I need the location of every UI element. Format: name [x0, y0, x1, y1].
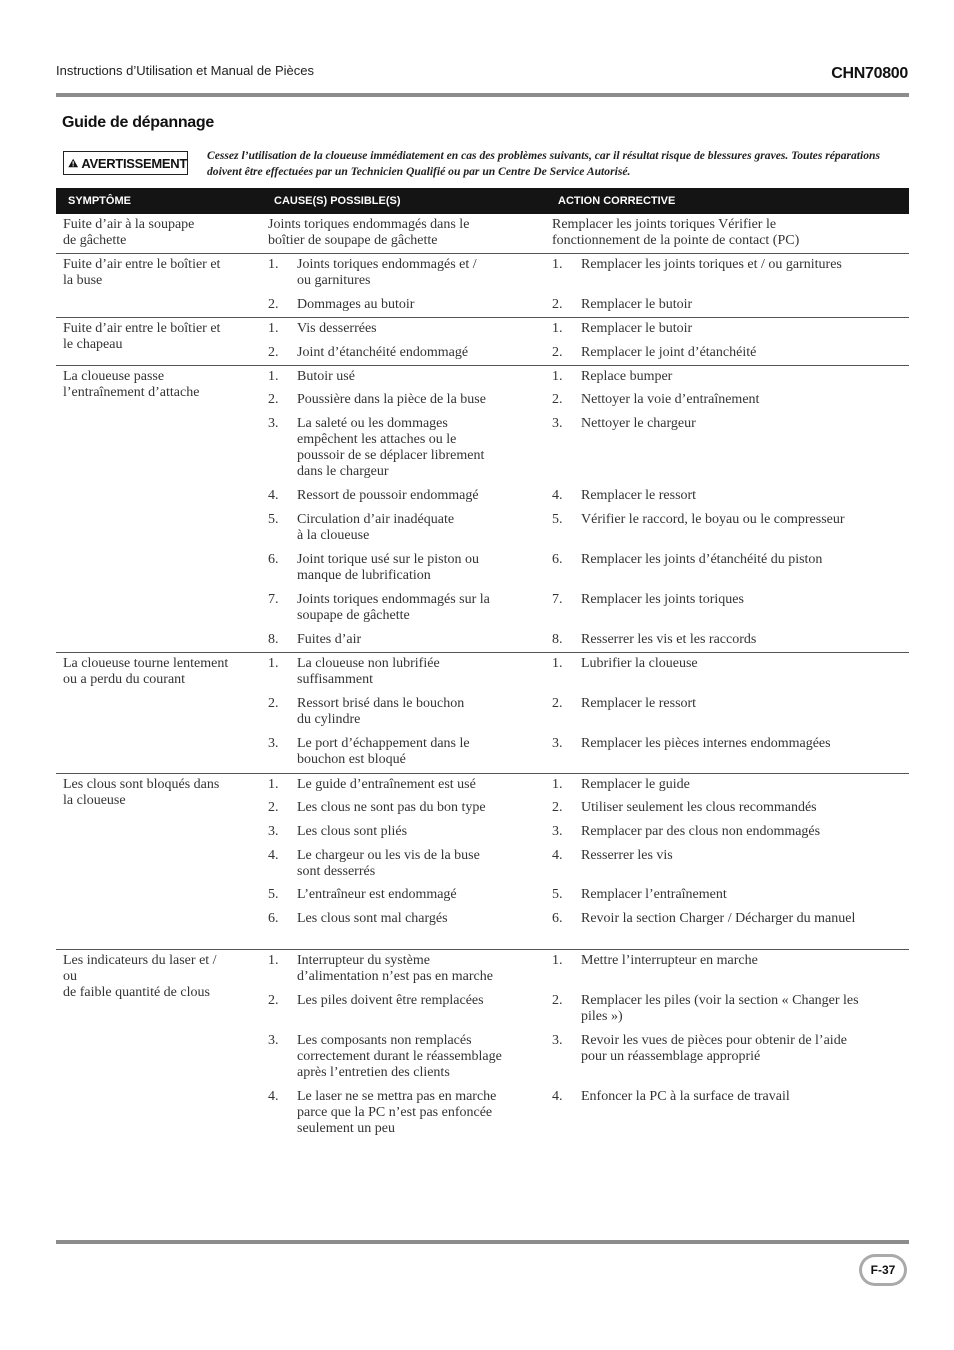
cause-item-number: 3. — [268, 824, 279, 839]
action-item-text: Remplacer les joints d’étanchéité du piston — [581, 552, 823, 567]
symptom-cell: Fuite d’air à la soupape de gâchette — [63, 217, 195, 248]
cause-item-number: 1. — [268, 321, 279, 336]
action-item-text: Remplacer les piles (voir la section « Changer les piles ») — [581, 993, 859, 1024]
cause-item-text: Les clous ne sont pas du bon type — [297, 800, 486, 815]
footer-rule — [56, 1240, 909, 1244]
action-item-text: Remplacer le butoir — [581, 297, 693, 312]
action-item-text: Replace bumper — [581, 369, 673, 384]
cause-item-number: 3. — [268, 736, 279, 751]
action-item-text: Remplacer le butoir — [581, 321, 693, 336]
action-item-number: 2. — [552, 696, 563, 711]
action-item-text: Remplacer le guide — [581, 777, 690, 792]
troubleshooting-table-body — [56, 214, 909, 1146]
cause-item-text: Vis desserrées — [297, 321, 377, 336]
table-row — [56, 774, 909, 950]
cause-item-number: 1. — [268, 953, 279, 968]
cause-item-number: 1. — [268, 777, 279, 792]
document-title: Instructions d’Utilisation et Manual de Pièces — [56, 63, 314, 78]
cause-item-number: 2. — [268, 297, 279, 312]
cause-item-number: 2. — [268, 696, 279, 711]
action-item-text: Remplacer le joint d’étanchéité — [581, 345, 757, 360]
cause-item-text: Dommages au butoir — [297, 297, 415, 312]
cause-item-number: 6. — [268, 911, 279, 926]
cause-item-text: Joints toriques endommagés et / ou garnitures — [297, 257, 477, 288]
cause-item-number: 3. — [268, 416, 279, 431]
warning-triangle-icon — [68, 156, 78, 170]
action-item-text: Resserrer les vis et les raccords — [581, 632, 757, 647]
action-item-text: Remplacer par des clous non endommagés — [581, 824, 821, 839]
cause-item-number: 5. — [268, 512, 279, 527]
action-item-text: Remplacer les pièces internes endommagées — [581, 736, 831, 751]
cause-item-number: 4. — [268, 1089, 279, 1104]
cause-item-text: Fuites d’air — [297, 632, 362, 647]
cause-item-text: Le port d’échappement dans le bouchon est bloqué — [297, 736, 470, 767]
action-item-text: Remplacer les joints toriques — [581, 592, 744, 607]
cause-item-text: Circulation d’air inadéquate à la cloueuse — [297, 512, 455, 543]
action-item-number: 6. — [552, 552, 563, 567]
model-number: CHN70800 — [831, 65, 908, 82]
column-header-cause: CAUSE(S) POSSIBLE(S) — [274, 195, 401, 207]
cause-item-text: Joint d’étanchéité endommagé — [297, 345, 469, 360]
action-item-number: 2. — [552, 800, 563, 815]
cause-item-text: Ressort brisé dans le bouchon du cylindre — [297, 696, 465, 727]
cause-item-text: Joint torique usé sur le piston ou manque de lubrification — [297, 552, 479, 583]
header-rule — [56, 93, 909, 97]
table-row — [56, 254, 909, 318]
cause-item-number: 2. — [268, 345, 279, 360]
action-item-text: Remplacer le ressort — [581, 488, 697, 503]
cause-item-number: 5. — [268, 887, 279, 902]
cause-item-text: Le laser ne se mettra pas en marche parce que la PC n’est pas enfoncée seulement un peu — [297, 1089, 497, 1136]
cause-item-text: Butoir usé — [297, 369, 355, 384]
cause-item-text: Les clous sont mal chargés — [297, 911, 448, 926]
symptom-cell: La cloueuse tourne lentement ou a perdu du courant — [63, 656, 229, 687]
action-item-number: 4. — [552, 1089, 563, 1104]
action-item-text: Resserrer les vis — [581, 848, 673, 863]
cause-item-number: 1. — [268, 369, 279, 384]
action-item-text: Vérifier le raccord, le boyau ou le compresseur — [581, 512, 845, 527]
cause-item-text: Joints toriques endommagés sur la soupape de gâchette — [297, 592, 490, 623]
table-row — [56, 653, 909, 774]
symptom-cell: La cloueuse passe l’entraînement d’attache — [63, 369, 200, 400]
action-item-text: Remplacer l’entraînement — [581, 887, 727, 902]
cause-item-text: La saleté ou les dommages empêchent les attaches ou le poussoir de se déplacer librement dans le chargeur — [297, 416, 485, 479]
cause-item-text: Poussière dans la pièce de la buse — [297, 392, 486, 407]
cause-item-text: Le guide d’entraînement est usé — [297, 777, 476, 792]
table-row — [56, 318, 909, 366]
cause-item-text: Les piles doivent être remplacées — [297, 993, 484, 1008]
action-item-text: Enfoncer la PC à la surface de travail — [581, 1089, 790, 1104]
table-row — [56, 366, 909, 653]
warning-text: Cessez l’utilisation de la cloueuse immédiatement en cas des problèmes suivants, car il résultat risque de blessures graves. Toutes réparations doivent être effectuées par un Technicien Qualifié ou par un Centre De Service Autorisé. — [207, 149, 880, 178]
action-item-number: 7. — [552, 592, 563, 607]
action-item-number: 5. — [552, 887, 563, 902]
symptom-cell: Les indicateurs du laser et / ou de faible quantité de clous — [63, 953, 217, 1000]
action-item-number: 1. — [552, 656, 563, 671]
action-item-number: 1. — [552, 369, 563, 384]
cause-item-number: 2. — [268, 993, 279, 1008]
table-row — [56, 214, 909, 254]
cause-item-number: 2. — [268, 392, 279, 407]
action-item-number: 2. — [552, 345, 563, 360]
action-item-number: 3. — [552, 416, 563, 431]
column-header-symptom: SYMPTÔME — [68, 195, 131, 207]
table-row — [56, 950, 909, 1146]
action-item-number: 2. — [552, 392, 563, 407]
column-header-action: ACTION CORRECTIVE — [558, 195, 676, 207]
cause-item-number: 4. — [268, 848, 279, 863]
action-item-text: Remplacer le ressort — [581, 696, 697, 711]
section-title: Guide de dépannage — [62, 114, 214, 131]
action-item-text: Remplacer les joints toriques et / ou garnitures — [581, 257, 842, 272]
action-item-text: Nettoyer la voie d’entraînement — [581, 392, 760, 407]
cause-item-number: 6. — [268, 552, 279, 567]
action-item-number: 6. — [552, 911, 563, 926]
table-header — [56, 188, 909, 214]
action-item-number: 2. — [552, 297, 563, 312]
action-item-text: Nettoyer le chargeur — [581, 416, 696, 431]
action-item-number: 3. — [552, 736, 563, 751]
symptom-cell: Fuite d’air entre le boîtier et la buse — [63, 257, 221, 288]
warning-label: AVERTISSEMENT — [81, 155, 187, 171]
page-number: F-37 — [862, 1257, 904, 1283]
cause-item-text: Le chargeur ou les vis de la buse sont desserrés — [297, 848, 480, 879]
action-item-number: 1. — [552, 953, 563, 968]
action-item-text: Revoir la section Charger / Décharger du manuel — [581, 911, 856, 926]
cause-item-number: 1. — [268, 656, 279, 671]
action-cell: Remplacer les joints toriques Vérifier le fonctionnement de la pointe de contact (PC) — [552, 217, 800, 248]
cause-item-number: 3. — [268, 1033, 279, 1048]
cause-item-number: 1. — [268, 257, 279, 272]
cause-cell: Joints toriques endommagés dans le boîtier de soupape de gâchette — [268, 217, 470, 248]
page-number-badge — [859, 1254, 907, 1286]
cause-item-number: 4. — [268, 488, 279, 503]
action-item-number: 3. — [552, 824, 563, 839]
cause-item-text: Interrupteur du système d’alimentation n’est pas en marche — [297, 953, 493, 984]
action-item-number: 8. — [552, 632, 563, 647]
action-item-number: 2. — [552, 993, 563, 1008]
cause-item-text: La cloueuse non lubrifiée suffisamment — [297, 656, 440, 687]
action-item-text: Mettre l’interrupteur en marche — [581, 953, 758, 968]
action-item-number: 1. — [552, 257, 563, 272]
symptom-cell: Les clous sont bloqués dans la cloueuse — [63, 777, 220, 808]
action-item-text: Revoir les vues de pièces pour obtenir de l’aide pour un réassemblage approprié — [581, 1033, 847, 1064]
action-item-text: Utiliser seulement les clous recommandés — [581, 800, 817, 815]
action-item-number: 3. — [552, 1033, 563, 1048]
action-item-number: 4. — [552, 488, 563, 503]
cause-item-number: 2. — [268, 800, 279, 815]
cause-item-number: 7. — [268, 592, 279, 607]
cause-item-text: Les clous sont pliés — [297, 824, 408, 839]
action-item-number: 4. — [552, 848, 563, 863]
cause-item-text: Ressort de poussoir endommagé — [297, 488, 479, 503]
cause-item-text: L’entraîneur est endommagé — [297, 887, 457, 902]
action-item-text: Lubrifier la cloueuse — [581, 656, 698, 671]
cause-item-text: Les composants non remplacés correctement durant le réassemblage après l’entretien des clients — [297, 1033, 502, 1080]
warning-label-box — [63, 151, 188, 175]
action-item-number: 5. — [552, 512, 563, 527]
action-item-number: 1. — [552, 777, 563, 792]
symptom-cell: Fuite d’air entre le boîtier et le chapeau — [63, 321, 221, 352]
cause-item-number: 8. — [268, 632, 279, 647]
action-item-number: 1. — [552, 321, 563, 336]
